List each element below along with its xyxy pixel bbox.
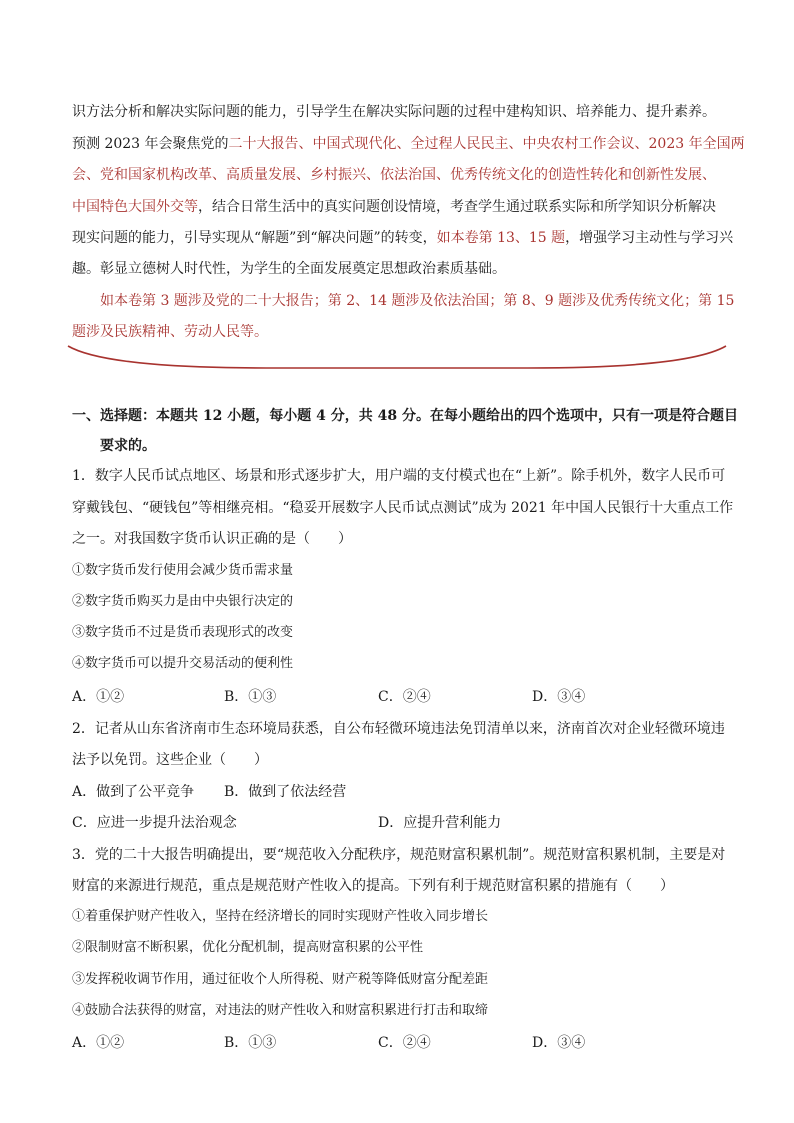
q3-option-c[interactable]: C．②④ bbox=[378, 1035, 431, 1051]
q2-option-d[interactable]: D．应提升营利能力 bbox=[378, 815, 502, 831]
q2-line-2: 法予以免罚。这些企业（ ） bbox=[72, 752, 268, 768]
q1-item: ②数字货币购买力是由中央银行决定的 bbox=[72, 594, 294, 609]
q3-option-b[interactable]: B．①③ bbox=[224, 1035, 277, 1051]
q1-item: ①数字货币发行使用会减少货币需求量 bbox=[72, 563, 294, 578]
q1-line-3: 之一。对我国数字货币认识正确的是（ ） bbox=[72, 531, 352, 547]
intro-line-4 bbox=[72, 197, 716, 217]
intro-line-3: 会、党和国家机构改革、高质量发展、乡村振兴、依法治国、优秀传统文化的创造性转化和创新性发展、 bbox=[72, 167, 716, 183]
q1-option-a[interactable]: A．①② bbox=[72, 689, 125, 705]
intro-line-5 bbox=[72, 228, 733, 248]
q3-item: ②限制财富不断积累，优化分配机制，提高财富积累的公平性 bbox=[72, 940, 424, 955]
q2-option-c[interactable]: C．应进一步提升法治观念 bbox=[72, 815, 237, 831]
q1-line-1: 1．数字人民币试点地区、场景和形式逐步扩大，用户端的支付模式也在“上新”。除手机外，数字人民币可 bbox=[72, 468, 726, 484]
intro-line-2-black: 预测 2023 年会聚焦党的 bbox=[72, 136, 229, 152]
q3-line-2: 财富的来源进行规范，重点是规范财产性收入的提高。下列有利于规范财富积累的措施有（ ） bbox=[72, 878, 674, 894]
intro-line-8: 题涉及民族精神、劳动人民等。 bbox=[72, 324, 268, 340]
curve-divider bbox=[66, 340, 728, 370]
q1-option-c[interactable]: C．②④ bbox=[378, 689, 431, 705]
q3-item: ④鼓励合法获得的财富，对违法的财产性收入和财富积累进行打击和取缔 bbox=[72, 1003, 489, 1018]
q1-line-2: 穿戴钱包、“硬钱包”等相继亮相。“稳妥开展数字人民币试点测试”成为 2021 年中国人民银行十大重点工作 bbox=[72, 500, 734, 516]
intro-line-2-red: 二十大报告、中国式现代化、全过程人民民主、中央农村工作会议、2023 年全国两 bbox=[228, 136, 745, 152]
section-heading-line-1: 一、选择题：本题共 12 小题，每小题 4 分，共 48 分。在每小题给出的四个选项中，只有一项是符合题目 bbox=[72, 408, 738, 424]
q3-option-a[interactable]: A．①② bbox=[72, 1035, 125, 1051]
intro-line-5-black: 现实问题的能力，引导实现从“解题”到“解决问题”的转变， bbox=[72, 230, 437, 246]
q3-line-1: 3．党的二十大报告明确提出，要“规范收入分配秩序，规范财富积累机制”。规范财富积累机制，主要是对 bbox=[72, 847, 726, 863]
q3-item: ③发挥税收调节作用，通过征收个人所得税、财产税等降低财富分配差距 bbox=[72, 972, 489, 987]
q2-option-b[interactable]: B．做到了依法经营 bbox=[224, 784, 347, 800]
intro-line-7: 如本卷第 3 题涉及党的二十大报告；第 2、14 题涉及依法治国；第 8、9 题涉及优秀传统文化；第 15 bbox=[100, 293, 735, 309]
intro-line-5-red: 如本卷第 13、15 题 bbox=[436, 230, 566, 246]
q1-option-b[interactable]: B．①③ bbox=[224, 689, 277, 705]
q2-line-1: 2．记者从山东省济南市生态环境局获悉，自公布轻微环境违法免罚清单以来，济南首次对企业轻微环境违 bbox=[72, 721, 725, 737]
intro-line-4-black: ，结合日常生活中的真实问题创设情境，考查学生通过联系实际和所学知识分析解决 bbox=[198, 199, 716, 215]
q1-item: ④数字货币可以提升交易活动的便利性 bbox=[72, 656, 294, 671]
intro-line-2 bbox=[72, 134, 745, 154]
intro-line-1: 识方法分析和解决实际问题的能力，引导学生在解决实际问题的过程中建构知识、培养能力、提升素养。 bbox=[72, 104, 716, 120]
section-heading-line-2: 要求的。 bbox=[100, 438, 156, 454]
intro-line-5-black2: ，增强学习主动性与学习兴 bbox=[565, 230, 734, 246]
q3-item: ①着重保护财产性收入，坚持在经济增长的同时实现财产性收入同步增长 bbox=[72, 909, 489, 924]
q1-item: ③数字货币不过是货币表现形式的改变 bbox=[72, 625, 294, 640]
q2-option-a[interactable]: A．做到了公平竞争 bbox=[72, 784, 195, 800]
intro-line-4-red: 中国特色大国外交等 bbox=[72, 199, 198, 215]
q1-option-d[interactable]: D．③④ bbox=[532, 689, 586, 705]
q3-option-d[interactable]: D．③④ bbox=[532, 1035, 586, 1051]
intro-line-6: 趣。彰显立德树人时代性，为学生的全面发展奠定思想政治素质基础。 bbox=[72, 261, 506, 277]
